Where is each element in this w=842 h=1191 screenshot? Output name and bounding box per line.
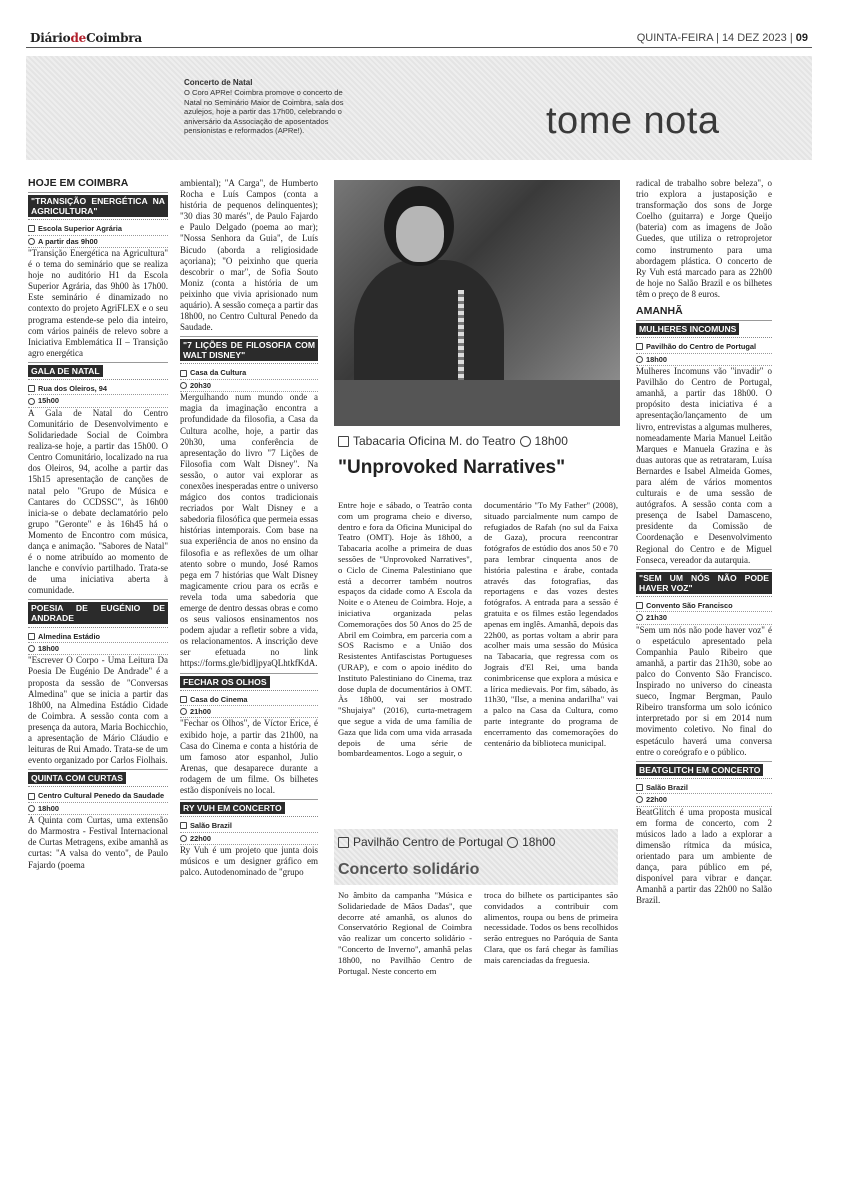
event-tag: "TRANSIÇÃO ENERGÉTICA NA AGRICULTURA"	[28, 195, 168, 217]
clock-icon	[28, 805, 35, 812]
header-divider	[26, 47, 812, 48]
clock-icon	[507, 837, 518, 848]
event-place: Escola Superior Agrária	[38, 224, 122, 234]
location-icon	[636, 343, 643, 350]
event-time: 21h30	[646, 613, 667, 623]
event-place: Salão Brazil	[190, 821, 232, 831]
event-time: A partir das 9h00	[38, 236, 98, 246]
event-tag: MULHERES INCOMUNS	[636, 323, 739, 335]
event-place: Casa da Cultura	[190, 368, 247, 378]
event-text: A Quinta com Curtas, uma extensão do Marmostra - Festival Internacional de Curtas Metragens, exibe amanhã as curtas: "A valsa do vento", de Paulo Fajardo (poema	[28, 815, 168, 870]
dateline: QUINTA-FEIRA | 14 DEZ 2023 | 09	[636, 32, 808, 44]
event-place: Centro Cultural Penedo da Saudade	[38, 791, 165, 801]
event-text: "Escrever O Corpo - Uma Leitura Da Poesia De Eugénio De Andrade" é a proposta da sessão de "Conversas Almedina" que se inicia a partir das 18h00, na Almedina Estádio Cidade de Coimbra. A sessão conta com a presença da autora, Maria Bochicchio, a apresentação de Mário Cláudio e leituras de Rui Amado. Trata-se de um evento organizado por Carlos Fiolhais.	[28, 655, 168, 766]
event-tag: QUINTA COM CURTAS	[28, 772, 126, 784]
masthead-part3: Coimbra	[86, 31, 142, 45]
event-text: Mulheres Incomuns vão "invadir" o Pavilhão do Centro de Portugal, amanhã, a partir das 18h00. O propósito desta iniciativa é a apresentação/lançamento de um livro, entrevistas a algumas mulheres, nomeadamente Maria Manuel Leitão Marques e Manuela Grazina e às duas autoras que as retrataram, Luísa Bernardes e Isabel Almeida Gomes, para além de vários momentos culturais e de uma sessão de autógrafos. A sessão conta com a presença de Isabel Damasceno, presidente da Comissão de Coordenação e Desenvolvimento Regional do Centro e de Miguel Fonseca, vereador da autarquia.	[636, 366, 772, 565]
event-text: A Gala de Natal do Centro Comunitário de Desenvolvimento e Solidariedade Social de Coimbra realiza-se hoje, a partir das 15h00. O Centro Comunitário, localizado na rua dos Oleiros, 94, acolhe a partir das 15h15 apresentação de canções de natal pelo "Grupo de Música e Cantares do CCDSSC", às 16h00 inicia-se o debate declamatório pelo grupo "Geronte" e às 16h45 há o Momento de Encontro com música, dança e animação. "Sabores de Natal" é o nome atribuído ao momento de lanche e convívio partilhado. Trata-se de uma iniciativa aberta à comunidade.	[28, 407, 168, 596]
event-text: "Fechar os Olhos", de Víctor Erice, é exibido hoje, a partir das 21h00, na Casa do Cinema e conta a história de um famoso ator espanhol, Julio Arenas, que desaparece durante a rodagem de um filme. Os bilhetes estão disponíveis no local.	[180, 718, 318, 796]
event-text: "Transição Energética na Agricultura" é o tema do seminário que se realiza hoje no auditório H1 da Escola Superior Agrária, das 9h00 às 17h00. Este seminário é dinamizado no contexto do projeto AgriFLEX e o seu programa estende-se pelo dia inteiro, com vários painéis de relevo sobre a Iniciativa Emblemática II – Transição agro energética	[28, 248, 168, 358]
event-tag: GALA DE NATAL	[28, 365, 103, 377]
solidario-title: Concerto solidário	[338, 861, 480, 878]
location-icon	[28, 633, 35, 640]
clock-icon	[28, 398, 35, 405]
event-block	[180, 336, 318, 669]
event-block	[28, 192, 168, 359]
continued-text: ambiental); "A Carga", de Humberto Rocha e Luís Campos (conta a história de pequenos delinquentes); "30 dias 30 marés", de Paulo Fajardo e Paulo Delgado (poema ao mar); "Nossa Senhora da Guia", de Luís Bicudo (aborda a religiosidade açoriana); "O peixinho que queria descobrir o mar", de Sofia Souto Moniz (conta a história de um peixinho que vivia aprisionado num aquário). A sessão começa a partir das 18h00, no Centro Cultural Penedo da Saudade.	[180, 178, 318, 333]
location-icon	[28, 793, 35, 800]
dateline-date: 14 DEZ 2023	[721, 32, 787, 44]
event-place: Salão Brazil	[646, 782, 688, 792]
location-icon	[338, 837, 349, 848]
event-time: 18h00	[38, 643, 59, 653]
nota-brief	[184, 78, 356, 135]
event-tag: POESIA DE EUGÉNIO DE ANDRADE	[28, 602, 168, 624]
location-icon	[180, 822, 187, 829]
event-text: BeatGlitch é uma proposta musical em forma de concerto, com 2 músicos lado a lado a explorar a dimensão rítmica da música, orientado para um ambiente de dança, para público em pé, disponível para vibrar e dançar. Amanhã a partir das 22h00 no Salão Brazil.	[636, 806, 772, 906]
continued-text: radical de trabalho sobre beleza", o trio explora a justaposição e transformação dos sons de Jorge Coelho (guitarra) e Jorge Queijo (bateria) com as imagens de João Guedes, que utiliza o retroprojetor como instrumento para uma abordagem plástica. O concerto de Ry Vuh está marcado para as 22h00 de hoje no Salão Brazil e os bilhetes têm o preço de 8 euros.	[636, 178, 772, 299]
event-place: Almedina Estádio	[38, 631, 101, 641]
section-title-hoje: HOJE EM COIMBRA	[28, 177, 129, 189]
location-icon	[180, 696, 187, 703]
event-block	[636, 320, 772, 566]
event-time: 22h00	[646, 795, 667, 805]
column-2	[180, 178, 318, 881]
clock-icon	[636, 356, 643, 363]
clock-icon	[180, 708, 187, 715]
page-number: 09	[795, 32, 808, 44]
event-time: 18h00	[38, 803, 59, 813]
masthead-part1: Diário	[30, 31, 71, 45]
section-heading: tome nota	[546, 100, 720, 142]
clock-icon	[520, 436, 531, 447]
feature-photo	[334, 180, 620, 426]
feature-venue-line	[338, 434, 568, 448]
nota-title: Concerto de Natal	[184, 78, 253, 87]
event-place: Rua dos Oleiros, 94	[38, 384, 108, 394]
clock-icon	[28, 238, 35, 245]
location-icon	[28, 385, 35, 392]
event-tag: FECHAR OS OLHOS	[180, 676, 270, 688]
nota-body: O Coro APRe! Coimbra promove o concerto de Natal no Seminário Maior de Coimbra, sala dos azulejos, hoje a partir das 17h00, celebrando o aniversário da Associação de aposentados pensionistas e reformados (APRe!).	[184, 88, 344, 136]
masthead-part2: de	[70, 31, 87, 45]
location-icon	[338, 436, 349, 447]
event-time: 21h00	[190, 707, 211, 717]
location-icon	[28, 225, 35, 232]
solidario-time: 18h00	[522, 835, 556, 849]
event-tag: "7 LIÇÕES DE FILOSOFIA COM WALT DISNEY"	[180, 339, 318, 361]
feature-venue: Tabacaria Oficina M. do Teatro	[353, 434, 516, 448]
event-block	[180, 799, 318, 878]
dateline-day: QUINTA-FEIRA	[636, 32, 713, 44]
event-block	[180, 673, 318, 797]
event-place: Pavilhão do Centro de Portugal	[646, 342, 757, 352]
column-1	[28, 178, 168, 874]
location-icon	[180, 370, 187, 377]
feature-title: "Unprovoked Narratives"	[338, 457, 566, 478]
masthead	[30, 31, 142, 45]
event-text: Ry Vuh é um projeto que junta dois músicos e um designer gráfico em palco. Autodenominado de "grupo	[180, 845, 318, 878]
event-time: 20h30	[190, 380, 211, 390]
event-block	[636, 569, 772, 758]
location-icon	[636, 784, 643, 791]
event-place: Casa do Cinema	[190, 694, 248, 704]
event-place: Convento São Francisco	[646, 600, 733, 610]
event-tag: RY VUH EM CONCERTO	[180, 802, 285, 814]
solidario-venue-line	[338, 835, 555, 849]
event-text: Mergulhando num mundo onde a magia da imaginação encontra a profundidade da filosofia, a Casa da Cultura acolhe, hoje, a partir das 20h30, uma conferência de apresentação do livro "7 Lições de Filosofia com Walt Disney". Na sessão, o autor vai explorar as conexões inesperadas entre o universo mágico dos contos tradicionais recriados por Walt Disney e a sabedoria filosófica que permeia essas histórias intemporais. Com base na sua experiência de anos no ensino da filosofia e as reflexões de um olhar atento sobre o mundo, José Ramos pega em 7 histórias que Walt Disney magicamente criou para os ecrãs e revela toda uma sabedoria que emerge de dentro dessas obras e como os seus valiosos ensinamentos nos podem ajudar a refletir sobre a vida, os relacionamentos. A inscrição deve ser efetuada no link https://forms.gle/bidljpyaQLhtkfKdA.	[180, 392, 318, 669]
event-block	[28, 599, 168, 766]
clock-icon	[180, 382, 187, 389]
clock-icon	[636, 796, 643, 803]
event-tag: BEATGLITCH EM CONCERTO	[636, 764, 763, 776]
feature-text-right: documentário "To My Father" (2008), situado parcialmente num campo de refugiados de Rafah (no sul da Faixa de Gaza), procura reencontrar fotógrafos de estúdio dos anos 50 e 70 para lembrar cinquenta anos de história palestina e árabe, contada através das fotografias, das reportagens e das vozes destes fotógrafos. A entrada para a sessão é gratuita e os filmes estão legendados apenas em inglês. Amanhã, depois das 22h00, as portas voltam a abrir para acolher mais uma sessão do Música na Tabacaria, que regressa com os Jograis d'El Rei, uma banda conimbricense que explora a música e a lírica medievais. Por fim, sábado, às 11h30, "Ilse, a menina andarilha" vai a palco na Casa da Cultura, como parte integrante do programa de encerramento das comemorações do centenário da biblioteca municipal.	[484, 500, 618, 748]
solidario-text-left: No âmbito da campanha "Música e Solidariedade de Mãos Dadas", que decorre até amanhã, os alunos do Conservatório Regional de Coimbra vão realizar um concerto solidário - "Concerto de Inverno", amanhã pelas 18h00, no Pavilhão Centro de Portugal. Neste concerto em	[338, 890, 472, 976]
feature-text-left: Entre hoje e sábado, o Teatrão conta com um programa cheio e diverso, dentro e fora da Oficina Municipal do Teatro (OMT). Hoje às 18h00, a Tabacaria acolhe a primeira de duas sessões de "Unprovoked Narratives", o Ciclo de Cinema Palestiniano que está a decorrer também noutros espaços da cidade como A Escola da Noite e o Ateneu de Coimbra. Hoje, a iniciativa organizada pelas Comemorações dos 50 Anos do 25 de Abril em Coimbra, em parceria com a SOS Racismo e a União dos Resistentes Antifascistas Portugueses (URAP), e com o apoio inédito do Instituto Palestiniano do Cinema, traz dose dupla de documentários à OMT. Às 18h00, vai ser mostrado "Shujaiya" (2016), curta-metragem que segue a vida de uma família de Gaza que lida com uma vida arrasada depois de uma série de bombardeamentos. Logo a seguir, o	[338, 500, 472, 759]
event-time: 18h00	[646, 354, 667, 364]
event-text: "Sem um nós não pode haver voz" é o espetáculo apresentado pela Companhia Paulo Ribeiro que amanhã, a partir das 21h30, sobe ao palco do Convento São Francisco. Inspirado no universo do cineasta sueco, Ingmar Bergman, Paulo Ribeiro transforma um solo icónico interpretado por si em 2014 num movimento coletivo. No final do espetáculo haverá uma conversa entre o coreógrafo e o público.	[636, 624, 772, 757]
solidario-text-right: troca do bilhete os participantes são convidados a contribuir com alimentos, roupa ou bens de primeira necessidade. Todos os bens recolhidos serão entregues no Paróquia de Santa Clara, que os fará chegar às famílias mais carenciadas da freguesia.	[484, 890, 618, 965]
solidario-venue: Pavilhão Centro de Portugal	[353, 835, 504, 849]
event-block	[28, 362, 168, 597]
section-title-amanha: AMANHÃ	[636, 305, 683, 318]
clock-icon	[180, 835, 187, 842]
clock-icon	[636, 614, 643, 621]
feature-time: 18h00	[534, 434, 568, 448]
location-icon	[636, 602, 643, 609]
clock-icon	[28, 645, 35, 652]
event-block	[28, 769, 168, 870]
event-time: 15h00	[38, 396, 59, 406]
column-4	[636, 178, 772, 910]
event-block	[636, 761, 772, 907]
event-tag: "SEM UM NÓS NÃO PODE HAVER VOZ"	[636, 572, 772, 594]
event-time: 22h00	[190, 833, 211, 843]
